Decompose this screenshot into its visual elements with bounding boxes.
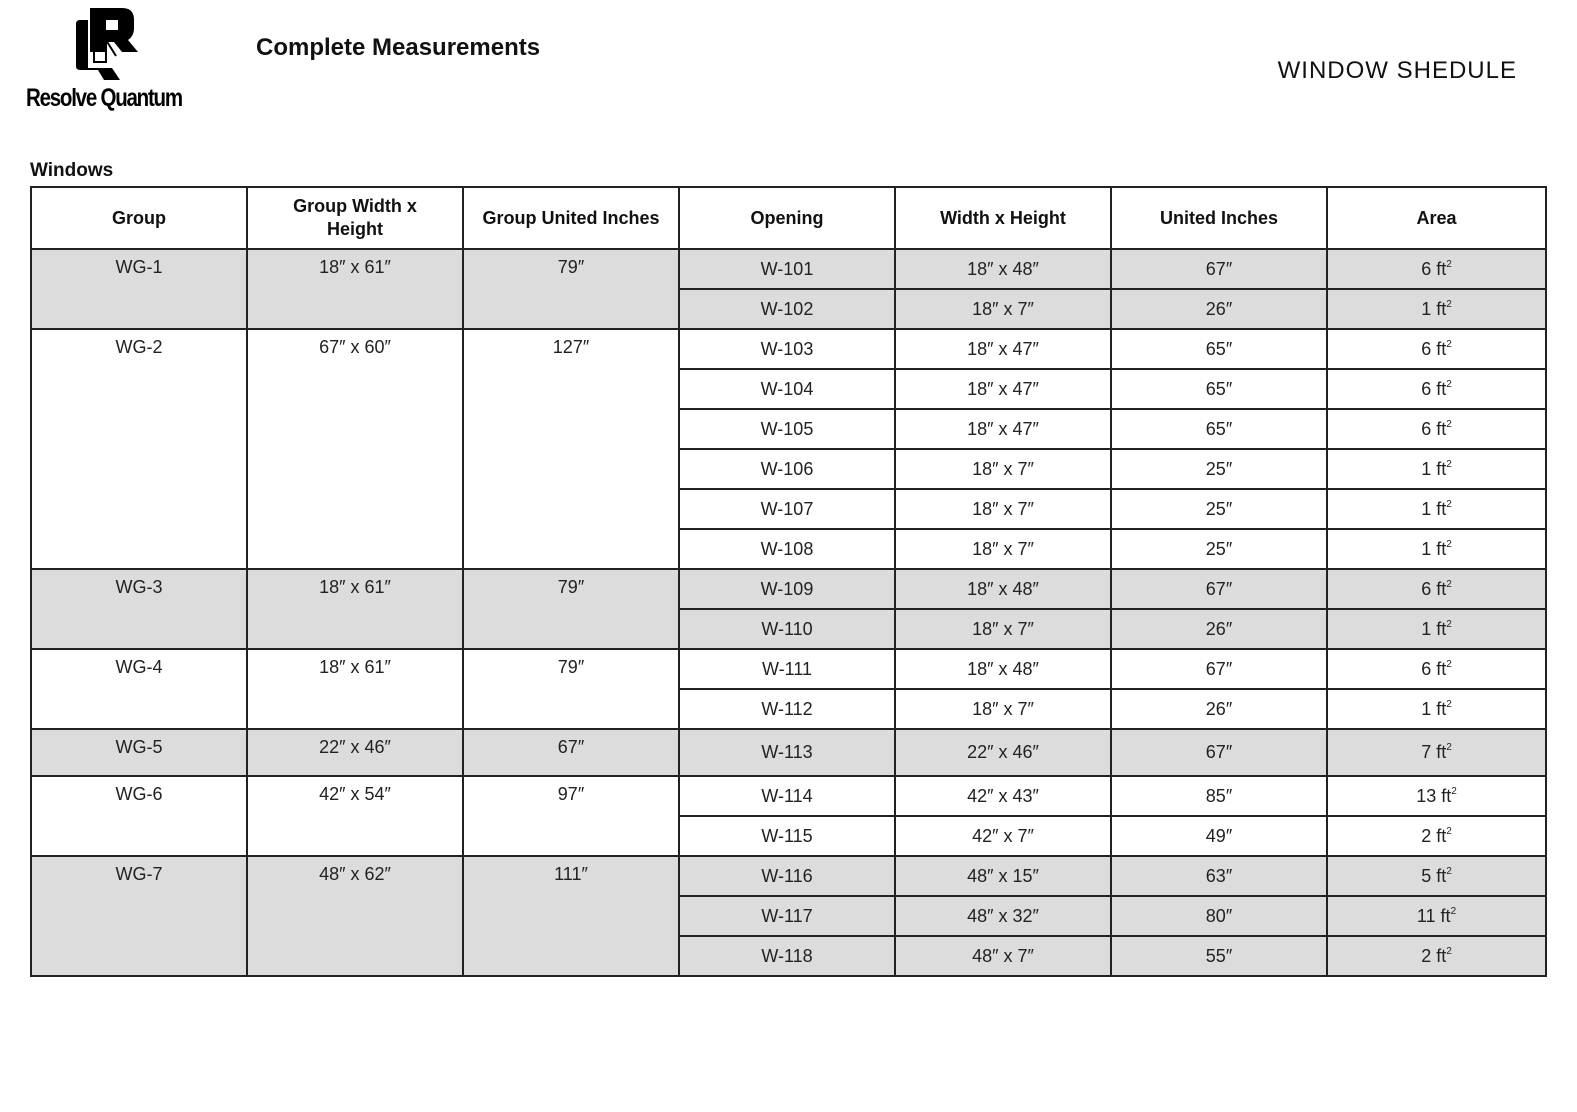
group-united-inches-cell: 79″: [463, 249, 679, 329]
united-inches-cell: 26″: [1111, 609, 1327, 649]
group-cell: WG-4: [31, 649, 247, 729]
document-type-label: WINDOW SHEDULE: [1277, 57, 1517, 84]
area-value: 6 ft: [1421, 418, 1447, 439]
group-united-inches-cell: 111″: [463, 856, 679, 976]
area-cell: [1327, 449, 1546, 489]
area-exponent: 2: [1446, 258, 1452, 270]
opening-cell: W-103: [679, 329, 895, 369]
united-inches-cell: 25″: [1111, 449, 1327, 489]
area-value: 13 ft: [1416, 785, 1452, 806]
united-inches-cell: 67″: [1111, 649, 1327, 689]
area-value: 1 ft: [1421, 538, 1447, 559]
size-cell: 48″ x 15″: [895, 856, 1111, 896]
united-inches-cell: 25″: [1111, 529, 1327, 569]
table-row: [31, 329, 1546, 369]
area-exponent: 2: [1446, 378, 1452, 390]
united-inches-cell: 63″: [1111, 856, 1327, 896]
area-cell: [1327, 729, 1546, 776]
area-exponent: 2: [1446, 498, 1452, 510]
opening-cell: W-106: [679, 449, 895, 489]
size-cell: 42″ x 43″: [895, 776, 1111, 816]
area-exponent: 2: [1446, 418, 1452, 430]
united-inches-cell: 67″: [1111, 249, 1327, 289]
company-logo: [26, 6, 186, 114]
area-value: 6 ft: [1421, 658, 1447, 679]
col-header-group: Group: [31, 187, 247, 249]
united-inches-cell: 55″: [1111, 936, 1327, 976]
table-row: [31, 249, 1546, 289]
area-value: 5 ft: [1421, 865, 1447, 886]
group-size-cell: 48″ x 62″: [247, 856, 463, 976]
opening-cell: W-109: [679, 569, 895, 609]
area-cell: [1327, 529, 1546, 569]
united-inches-cell: 65″: [1111, 409, 1327, 449]
area-value: 7 ft: [1421, 742, 1447, 762]
united-inches-cell: 25″: [1111, 489, 1327, 529]
area-cell: [1327, 776, 1546, 816]
area-value: 11 ft: [1416, 905, 1451, 926]
area-exponent: 2: [1446, 658, 1452, 670]
table-row: [31, 856, 1546, 896]
group-united-inches-cell: 79″: [463, 569, 679, 649]
opening-cell: W-112: [679, 689, 895, 729]
col-header-group-size: Group Width x Height: [247, 187, 463, 249]
size-cell: 48″ x 7″: [895, 936, 1111, 976]
size-cell: 18″ x 7″: [895, 689, 1111, 729]
size-cell: 42″ x 7″: [895, 816, 1111, 856]
opening-cell: W-115: [679, 816, 895, 856]
group-size-cell: 42″ x 54″: [247, 776, 463, 856]
area-exponent: 2: [1450, 905, 1457, 917]
area-value: 2 ft: [1421, 945, 1447, 966]
size-cell: 18″ x 7″: [895, 289, 1111, 329]
group-size-cell: 18″ x 61″: [247, 249, 463, 329]
table-row: [31, 776, 1546, 816]
area-exponent: 2: [1446, 742, 1452, 753]
col-header-opening: Opening: [679, 187, 895, 249]
size-cell: 18″ x 7″: [895, 489, 1111, 529]
area-exponent: 2: [1446, 825, 1452, 837]
header-row: [31, 187, 1546, 249]
area-cell: [1327, 409, 1546, 449]
united-inches-cell: 65″: [1111, 329, 1327, 369]
size-cell: 18″ x 47″: [895, 369, 1111, 409]
area-cell: [1327, 816, 1546, 856]
area-cell: [1327, 689, 1546, 729]
area-value: 1 ft: [1421, 498, 1447, 519]
area-exponent: 2: [1446, 538, 1452, 550]
area-cell: [1327, 369, 1546, 409]
page-title: Complete Measurements: [256, 34, 541, 61]
opening-cell: W-114: [679, 776, 895, 816]
united-inches-cell: 85″: [1111, 776, 1327, 816]
group-cell: WG-1: [31, 249, 247, 329]
size-cell: 18″ x 48″: [895, 569, 1111, 609]
group-size-cell: 22″ x 46″: [247, 729, 463, 776]
area-exponent: 2: [1446, 298, 1452, 310]
group-size-cell: 18″ x 61″: [247, 649, 463, 729]
area-exponent: 2: [1446, 578, 1452, 590]
area-value: 2 ft: [1421, 825, 1447, 846]
group-united-inches-cell: 79″: [463, 649, 679, 729]
size-cell: 18″ x 7″: [895, 449, 1111, 489]
size-cell: 18″ x 47″: [895, 409, 1111, 449]
united-inches-cell: 67″: [1111, 569, 1327, 609]
area-exponent: 2: [1451, 785, 1457, 797]
rq-logo-icon: [76, 6, 140, 80]
area-cell: [1327, 489, 1546, 529]
area-exponent: 2: [1446, 618, 1452, 630]
size-cell: 18″ x 47″: [895, 329, 1111, 369]
opening-cell: W-105: [679, 409, 895, 449]
area-cell: [1327, 329, 1546, 369]
area-cell: [1327, 856, 1546, 896]
group-united-inches-cell: 97″: [463, 776, 679, 856]
group-united-inches-cell: 127″: [463, 329, 679, 569]
united-inches-cell: 26″: [1111, 689, 1327, 729]
united-inches-cell: 80″: [1111, 896, 1327, 936]
area-cell: [1327, 649, 1546, 689]
group-united-inches-cell: 67″: [463, 729, 679, 776]
united-inches-cell: 26″: [1111, 289, 1327, 329]
col-header-group-united-inches: Group United Inches: [463, 187, 679, 249]
area-value: 1 ft: [1421, 298, 1447, 319]
size-cell: 18″ x 7″: [895, 529, 1111, 569]
group-cell: WG-3: [31, 569, 247, 649]
area-exponent: 2: [1446, 945, 1452, 957]
col-header-size: Width x Height: [895, 187, 1111, 249]
area-value: 6 ft: [1421, 578, 1447, 599]
united-inches-cell: 65″: [1111, 369, 1327, 409]
area-exponent: 2: [1446, 458, 1452, 470]
united-inches-cell: 67″: [1111, 729, 1327, 776]
area-value: 6 ft: [1421, 258, 1447, 279]
opening-cell: W-107: [679, 489, 895, 529]
area-cell: [1327, 289, 1546, 329]
area-cell: [1327, 609, 1546, 649]
area-exponent: 2: [1446, 338, 1452, 350]
area-exponent: 2: [1446, 698, 1452, 710]
group-size-cell: 18″ x 61″: [247, 569, 463, 649]
area-cell: [1327, 569, 1546, 609]
opening-cell: W-117: [679, 896, 895, 936]
area-exponent: 2: [1446, 865, 1452, 877]
opening-cell: W-102: [679, 289, 895, 329]
size-cell: 18″ x 7″: [895, 609, 1111, 649]
area-value: 1 ft: [1421, 698, 1447, 719]
group-cell: WG-5: [31, 729, 247, 776]
area-value: 1 ft: [1421, 458, 1447, 479]
opening-cell: W-113: [679, 729, 895, 776]
opening-cell: W-116: [679, 856, 895, 896]
opening-cell: W-118: [679, 936, 895, 976]
opening-cell: W-108: [679, 529, 895, 569]
group-cell: WG-7: [31, 856, 247, 976]
area-cell: [1327, 936, 1546, 976]
table-row: [31, 569, 1546, 609]
group-cell: WG-2: [31, 329, 247, 569]
window-schedule-table: [30, 186, 1547, 977]
opening-cell: W-110: [679, 609, 895, 649]
united-inches-cell: 49″: [1111, 816, 1327, 856]
logo-text: Resolve Quantum: [26, 84, 182, 112]
area-cell: [1327, 249, 1546, 289]
table-row: [31, 729, 1546, 776]
size-cell: 48″ x 32″: [895, 896, 1111, 936]
size-cell: 18″ x 48″: [895, 649, 1111, 689]
size-cell: 18″ x 48″: [895, 249, 1111, 289]
col-header-area: Area: [1327, 187, 1546, 249]
group-cell: WG-6: [31, 776, 247, 856]
area-value: 6 ft: [1421, 378, 1447, 399]
opening-cell: W-104: [679, 369, 895, 409]
opening-cell: W-111: [679, 649, 895, 689]
area-value: 6 ft: [1421, 338, 1447, 359]
area-cell: [1327, 896, 1546, 936]
section-label: Windows: [30, 160, 114, 181]
col-header-united-inches: United Inches: [1111, 187, 1327, 249]
opening-cell: W-101: [679, 249, 895, 289]
area-value: 1 ft: [1421, 618, 1447, 639]
group-size-cell: 67″ x 60″: [247, 329, 463, 569]
table-row: [31, 649, 1546, 689]
size-cell: 22″ x 46″: [895, 729, 1111, 776]
